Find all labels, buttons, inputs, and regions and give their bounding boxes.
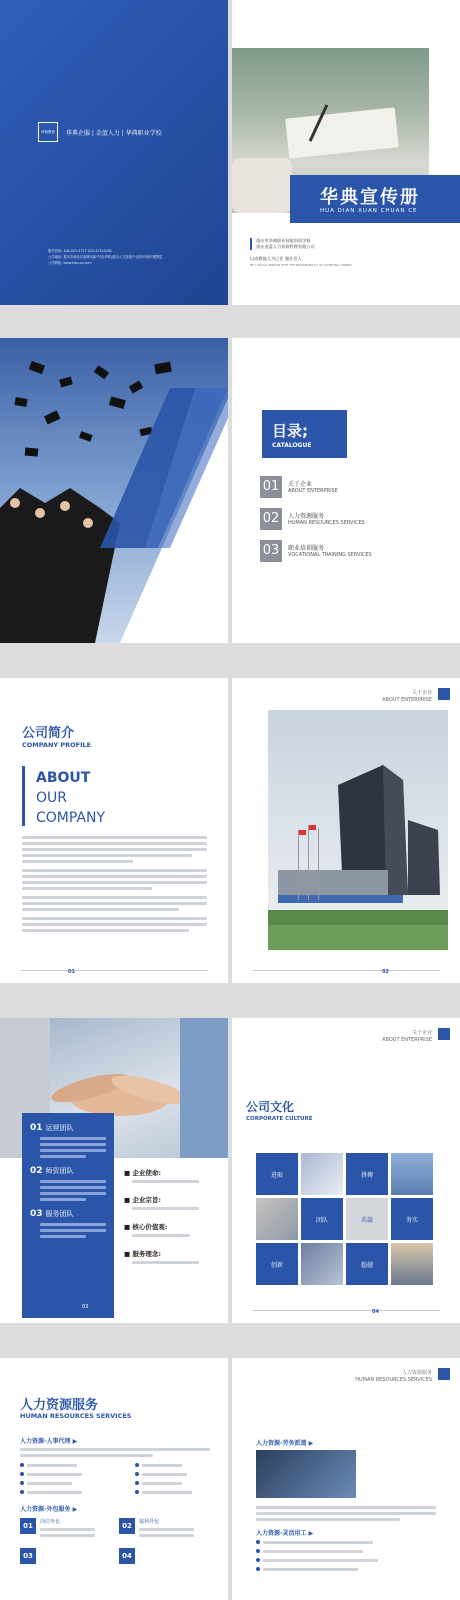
section-tag-en: ABOUT ENTERPRISE bbox=[382, 697, 432, 703]
cover-subtitle: HUA DIAN XUAN CHUAN CE bbox=[320, 208, 418, 214]
section-tag-en: HUMAN RESOURCES SERVICES bbox=[355, 1377, 432, 1383]
tile-pragmatic: 务实 bbox=[391, 1198, 433, 1240]
team-num: 03 bbox=[30, 1209, 43, 1219]
values-list: ■ 企业使命: ■ 企业宗旨: ■ 核心价值观: ■ 服务理念: bbox=[124, 1168, 220, 1264]
about-word-2: OUR bbox=[36, 790, 67, 806]
blue-stripe-decoration bbox=[100, 388, 228, 548]
hr-title-en: HUMAN RESOURCES SERVICES bbox=[20, 1412, 132, 1420]
toc-num: 02 bbox=[260, 508, 282, 530]
profile-spread bbox=[0, 678, 460, 983]
cover-back bbox=[0, 0, 228, 305]
toc-list bbox=[260, 476, 450, 572]
hr-section-dispatch-label: 人力资源-劳务派遣 bbox=[256, 1440, 307, 1447]
hr-section-flexible: 人力资源-灵活用工 ▶ bbox=[256, 1530, 314, 1537]
hr-section-dispatch: 人力资源-劳务派遣 ▶ bbox=[256, 1440, 314, 1447]
culture-title-en: CORPORATE CULTURE bbox=[246, 1116, 313, 1122]
toc-num: 03 bbox=[260, 540, 282, 562]
toc-num: 01 bbox=[260, 476, 282, 498]
hr-title: 人力资源服务 bbox=[20, 1398, 99, 1413]
hr-bullet-grid bbox=[20, 1463, 210, 1494]
tile-win-win: 共赢 bbox=[346, 1198, 388, 1240]
tile-progress: 进取 bbox=[256, 1153, 298, 1195]
box-label-job: 岗位外包 bbox=[40, 1519, 61, 1525]
section-tag bbox=[382, 690, 432, 704]
hr-section-flexible-label: 人力资源-灵活用工 bbox=[256, 1530, 307, 1537]
team-service: 服务团队 bbox=[45, 1210, 74, 1218]
org-names bbox=[256, 238, 315, 250]
cover-title: 华典宣传册 bbox=[320, 187, 420, 208]
about-word-1: ABOUT bbox=[36, 770, 91, 786]
culture-page bbox=[232, 1018, 460, 1323]
toc-title-box bbox=[262, 410, 347, 458]
box-num: 04 bbox=[119, 1548, 135, 1564]
toc-en: VOCATIONAL TRAINING SERVICES bbox=[288, 552, 372, 558]
box-num: 02 bbox=[119, 1518, 135, 1534]
profile-text-block bbox=[22, 836, 207, 935]
building-photo bbox=[268, 710, 448, 950]
contact-web: 公司网址: www.hdq-cq.com bbox=[48, 261, 92, 265]
hr-section-agency: 人力资源-人事代理 ▶ bbox=[20, 1438, 78, 1445]
outsourcing-boxes bbox=[20, 1518, 210, 1564]
page-number: 01 bbox=[68, 969, 75, 975]
section-tag bbox=[355, 1370, 432, 1384]
tile-photo bbox=[301, 1153, 343, 1195]
contact-phone: 服务热线: 400-023-3727 023-47325281 bbox=[48, 249, 113, 253]
toc-page bbox=[232, 338, 460, 643]
logo-icon: 华典教育 bbox=[38, 122, 58, 142]
team-teachers: 师资团队 bbox=[45, 1167, 74, 1175]
brand-logo-icon bbox=[438, 1368, 450, 1380]
culture-title: 公司文化 bbox=[246, 1100, 295, 1114]
teams-panel bbox=[22, 1113, 114, 1318]
team-num: 02 bbox=[30, 1166, 43, 1176]
flexible-bullets bbox=[256, 1540, 436, 1571]
dispatch-photo bbox=[256, 1450, 356, 1498]
brand-list: 华典企服 | 金蓝人力 | 华典职业学校 bbox=[66, 130, 162, 137]
brand-logo-icon bbox=[438, 1028, 450, 1040]
section-tag-cn: 关于企业 bbox=[411, 690, 432, 696]
box-num: 03 bbox=[20, 1548, 36, 1564]
tile-photo bbox=[301, 1243, 343, 1285]
tile-team: 团队 bbox=[301, 1198, 343, 1240]
toc-title-en: CATALOGUE bbox=[272, 442, 312, 449]
culture-spread bbox=[0, 1018, 460, 1323]
section-tag-cn: 人力资源服务 bbox=[401, 1370, 432, 1376]
hr-section-agency-label: 人力资源-人事代理 bbox=[20, 1438, 71, 1445]
toc-cn: 职业培训服务 bbox=[288, 545, 325, 552]
title-banner bbox=[290, 175, 460, 223]
cover-spread bbox=[0, 0, 460, 305]
toc-item-about[interactable] bbox=[260, 476, 450, 508]
culture-grid bbox=[256, 1153, 432, 1285]
service-label: 服务理念: bbox=[132, 1250, 162, 1258]
org-company: 重庆金蓝人力资源管理有限公司 bbox=[256, 244, 315, 249]
hr-section-outsourcing-label: 人力资源-外包服务 bbox=[20, 1506, 71, 1513]
cover-front bbox=[232, 0, 460, 305]
page-number: 04 bbox=[372, 1309, 379, 1315]
about-heading bbox=[36, 768, 105, 828]
section-tag-cn: 关于企业 bbox=[411, 1030, 432, 1036]
tile-photo bbox=[391, 1153, 433, 1195]
tile-surpass: 超越 bbox=[346, 1243, 388, 1285]
toc-en: ABOUT ENTERPRISE bbox=[288, 488, 338, 494]
mission-label: 企业使命: bbox=[132, 1169, 162, 1177]
slogan-en: BE A SOCIAL PERSON WITH THE RESPONSIBILITY OF ACHIEVING OTHERS bbox=[250, 263, 352, 267]
toc-item-training[interactable] bbox=[260, 540, 450, 572]
slogan: 以成教他人为已任 做社会人 bbox=[250, 256, 302, 261]
team-num: 01 bbox=[30, 1123, 43, 1133]
contact-block bbox=[48, 248, 208, 266]
teams-page bbox=[0, 1018, 228, 1323]
tile-struggle: 拼搏 bbox=[346, 1153, 388, 1195]
toc-en: HUMAN RESOURCES SERVICES bbox=[288, 520, 365, 526]
graduation-page bbox=[0, 338, 228, 643]
page-number: 02 bbox=[382, 969, 389, 975]
team-ops: 运营团队 bbox=[45, 1124, 74, 1132]
brand-logo-icon bbox=[438, 688, 450, 700]
hr-section-outsourcing: 人力资源-外包服务 ▶ bbox=[20, 1506, 78, 1513]
hr-page-left bbox=[0, 1358, 228, 1600]
org-school: 重庆市华典职业技能培训学校 bbox=[256, 238, 311, 243]
profile-title: 公司简介 bbox=[22, 726, 75, 741]
toc-cn: 人力资源服务 bbox=[288, 513, 325, 520]
toc-cn: 关于企业 bbox=[288, 481, 313, 488]
profile-title-en: COMPANY PROFILE bbox=[22, 741, 92, 749]
page-number: 03 bbox=[82, 1304, 89, 1310]
about-word-3: COMPANY bbox=[36, 810, 106, 826]
toc-title: 目录; bbox=[272, 422, 308, 440]
profile-photo-page bbox=[232, 678, 460, 983]
box-num: 01 bbox=[20, 1518, 36, 1534]
hr-page-right bbox=[232, 1358, 460, 1600]
section-tag bbox=[382, 1030, 432, 1044]
toc-spread bbox=[0, 338, 460, 643]
values-label: 核心价值观: bbox=[132, 1223, 168, 1231]
tile-photo bbox=[256, 1198, 298, 1240]
profile-page bbox=[0, 678, 228, 983]
toc-item-hr[interactable] bbox=[260, 508, 450, 540]
section-tag-en: ABOUT ENTERPRISE bbox=[382, 1037, 432, 1043]
tile-photo bbox=[391, 1243, 433, 1285]
box-label-welfare: 福利外包 bbox=[139, 1519, 160, 1525]
hr-spread bbox=[0, 1358, 460, 1600]
purpose-label: 企业宗旨: bbox=[132, 1196, 162, 1204]
contact-address: 公司地址: 重庆市渝北区新牌坊新牛村(华联)重庆人力资源产业园3号楼7楼整层 bbox=[48, 255, 163, 259]
tile-innovation: 创新 bbox=[256, 1243, 298, 1285]
